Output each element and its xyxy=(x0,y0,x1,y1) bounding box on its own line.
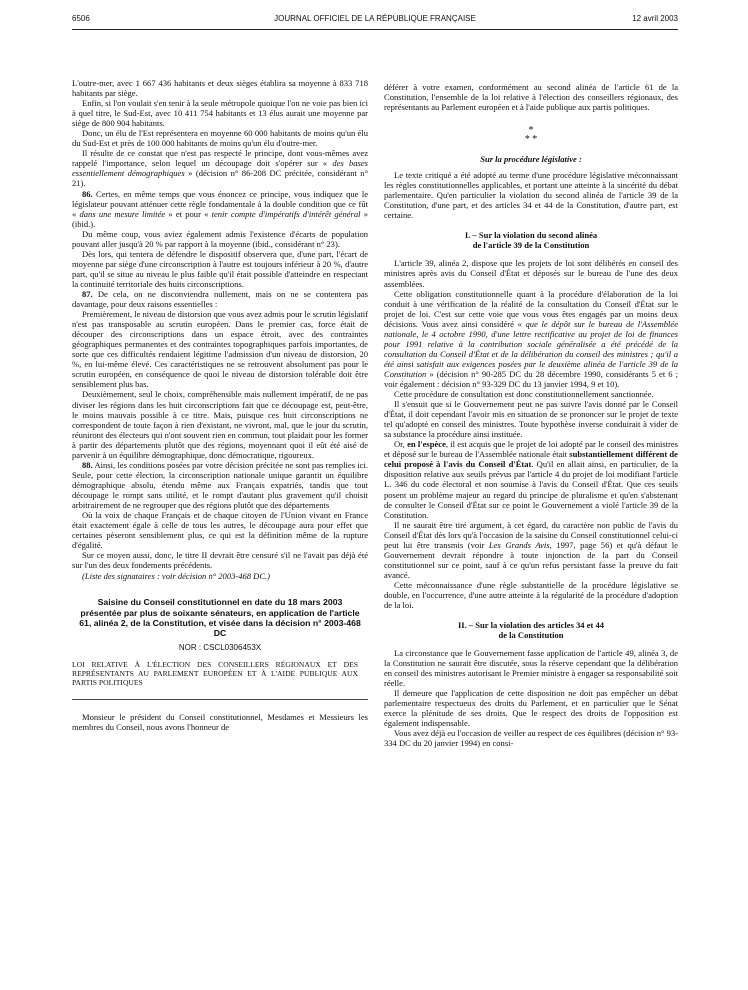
quotation: dans une mesure limitée xyxy=(79,208,166,219)
section-heading-line: I. – Sur la violation du second alinéa xyxy=(464,230,598,241)
header-rule xyxy=(72,29,678,30)
journal-title: JOURNAL OFFICIEL DE LA RÉPUBLIQUE FRANÇAISE xyxy=(274,14,476,23)
law-title: LOI RELATIVE À L'ÉLECTION DES CONSEILLERS RÉGIONAUX ET DES REPRÉSENTANTS AU PARLEMENT EUROPÉEN ET À L'AIDE PUBLIQUE AUX PARTIS POLITIQUES xyxy=(72,659,358,688)
text-run: » (décision n° 86-208 DC précitée, considérant n° 21). xyxy=(72,168,369,189)
numbered-paragraph xyxy=(72,189,368,229)
page-header xyxy=(72,14,678,28)
paragraph: La circonstance que le Gouvernement fasse application de l'article 49, alinéa 3, de la Constitution ne saurait être discutée, sous la réserve cependant que la délibération en conseil des ministres autorisant le Premier ministre à engager sa responsabilité soit réelle. xyxy=(384,648,678,689)
paragraph: Deuxièmement, seul le choix, compréhensible mais nullement impératif, de ne pas diviser les régions dans les huit circonscriptions fait que ce découpage est, peut-être, le moins mauvais possible à ce titre. Mais, puisque ces huit circonscriptions ne correspondent de toute façon à rien d'existant, ne vivront, mal, que le jour du scrutin, réuniront des électeurs qui n'ont souvent rien en commun, tout plaidait pour les former à partir des départements plutôt que des régions, moyennant quoi il eût été aisé de parvenir à un équilibre démographique, donc démocratique, rigoureux. xyxy=(72,389,368,460)
section-divider xyxy=(72,699,368,700)
paragraph-number: 86. xyxy=(82,188,93,199)
right-column xyxy=(384,82,678,749)
text-run: . Qu'il en allait ainsi, en particulier, de la disposition relative aux seuils prévus par l'article 4 du projet de loi modifiant l'article L. 346 du code électoral et non soumise à l'avis du Conseil d'État. Que ces seuils posent un problème majeur au regard du principe de pluralisme et qu'en s'abstenant de consulter le Conseil d'État sur ce point le Gouvernement a violé l'article 39 de la Constitution. xyxy=(384,459,678,520)
left-column xyxy=(72,78,368,732)
paragraph-number: 87. xyxy=(82,288,93,299)
text-run: , 1997, page 56) et qu'à défaut le Gouvernement devrait répondre à toute injonction de la part du Conseil constitutionnel sur ce point, sauf à ce qu'un refus persistant fasse la preuve du fait avancé. xyxy=(384,539,678,580)
paragraph: L'article 39, alinéa 2, dispose que les projets de loi sont délibérés en conseil des ministres après avis du Conseil d'État et déposés sur le bureau de l'une des deux assemblées. xyxy=(384,258,678,289)
paragraph-number: 88. xyxy=(82,459,93,470)
saisine-heading: Saisine du Conseil constitutionnel en date du 18 mars 2003 présentée par plus de soixante sénateurs, en application de l'article 61, alinéa 2, de la Constitution, et visée dans la décision n° 2003-468 DC xyxy=(79,597,361,639)
numbered-paragraph xyxy=(72,289,368,309)
paragraph: déférer à votre examen, conformément au second alinéa de l'article 61 de la Constitution, l'ensemble de la loi relative à l'élection des conseillers régionaux, des représentants au Parlement européen et à l'aide publique aux partis politiques. xyxy=(384,82,678,113)
emphasis: en l'espèce xyxy=(407,439,446,450)
text-run: Cette obligation constitutionnelle quant à la procédure d'élaboration de la loi conduit à une vérification de la réalité de la consultation du Conseil d'État sur le projet de loi. C'est sur cette voie que vous vous êtes engagés par un moins deux décisions. Vous avez ainsi considéré « xyxy=(384,288,678,329)
section-heading-line: II. – Sur la violation des articles 34 et 44 xyxy=(457,620,605,631)
text-run: Il ne saurait être tiré argument, à cet égard, du caractère non public de l'avis du Conseil d'État dès lors qu'à l'occasion de la saisine du Conseil constitutionnel celui-ci peut lui être transmis (voir xyxy=(384,519,678,550)
paragraph: Cette méconnaissance d'une règle substantielle de la procédure législative se double, en l'occurrence, d'une autre atteinte à la régularité de la procédure d'adoption de la loi. xyxy=(384,579,678,611)
text-run: De cela, on ne disconviendra nullement, mais on ne se contentera pas davantage, pour deux raisons essentielles : xyxy=(72,288,369,310)
paragraph: Donc, un élu de l'Est représentera en moyenne 60 000 habitants de moins qu'un élu du Sud-Est et près de 100 000 habitants de moins qu'un élu d'outre-mer. xyxy=(72,128,368,149)
paragraph xyxy=(384,289,678,389)
section-heading-line: de l'article 39 de la Constitution xyxy=(472,240,590,251)
text-run: , il est acquis que le projet de loi adopté par le conseil des ministres et déposé sur le bureau de l'Assemblée nationale était xyxy=(384,439,679,460)
paragraph xyxy=(384,439,678,519)
paragraph: Où la voix de chaque Français et de chaque citoyen de l'Union vivant en France était exactement égale à celle de tous les autres, le découpage aura pour effet que certaines pèseront sensiblement plus, ce qui est la définition même de la rupture d'égalité. xyxy=(72,510,368,551)
text-run: Certes, en même temps que vous énoncez ce principe, vous indiquez que le législateur pouvant atténuer cette règle fondamentale à la double condition que ce fût « xyxy=(72,188,368,219)
paragraph: Il s'ensuit que si le Gouvernement peut ne pas suivre l'avis donné par le Conseil d'État, il doit cependant l'avoir mis en situation de se prononcer sur le projet de texte tel qu'adopté en conseil des ministres. Toute hypothèse inverse conduirait à vider de sa substance la procédure ainsi instituée. xyxy=(384,399,678,440)
paragraph xyxy=(72,148,368,188)
paragraph: Il demeure que l'application de cette disposition ne doit pas empêcher un débat parlementaire respectueux des droits du Parlement, et en particulier que le Sénat exerce la plénitude de ses droits. Que le respect des droits de l'opposition est également indispensable. xyxy=(384,688,678,729)
text-run: Or, xyxy=(394,439,405,450)
section-heading-line: de la Constitution xyxy=(498,630,564,641)
paragraph xyxy=(384,520,678,580)
section-stars: * * * xyxy=(524,125,538,146)
numbered-paragraph xyxy=(72,460,368,510)
paragraph: Sur ce moyen aussi, donc, le titre II devrait être censuré s'il ne l'avait pas déjà été sur l'un des deux fondements précédents. xyxy=(72,550,368,571)
text-run: Ainsi, les conditions posées par votre décision précitée ne sont pas remplies ici. Seule, pour cette élection, la circonscription nationale unique garantit un équilibre démographique absolu, étendu même aux Français expatriés, tandis que tout découpage le rompt sans utilité, et le rompt d'autant plus gravement qu'il choisit arbitrairement de ne regrouper que des régions plutôt que des départements xyxy=(72,459,368,510)
section-heading xyxy=(384,620,678,640)
paragraph: Enfin, si l'on voulait s'en tenir à la seule métropole quoique l'on ne voie pas bien ici à quel titre, le Sud-Est, avec 10 411 754 habitants et 13 élus aurait une moyenne par siège de 800 904 habitants. xyxy=(72,98,368,129)
paragraph: L'outre-mer, avec 1 667 436 habitants et deux sièges établira sa moyenne à 833 718 habitants par siège. xyxy=(72,78,368,99)
paragraph: Du même coup, vous aviez également admis l'existence d'écarts de population pouvant aller jusqu'à 20 % par rapport à la moyenne (ibid., considérant n° 23). xyxy=(72,228,368,249)
issue-date: 12 avril 2003 xyxy=(632,14,678,23)
section-heading xyxy=(384,230,678,250)
page-number: 6506 xyxy=(72,14,90,23)
text-run: » (décision n° 90-285 DC du 28 décembre 1990, considérants 5 et 6 ; voir également : décision n° 93-329 DC du 13 janvier 1994, 9 et 10). xyxy=(384,368,678,389)
text-run: Il résulte de ce constat que n'est pas respecté le principe, dont vous-mêmes avez rappelé l'importance, selon lequel un découpage doit s'opérer sur « xyxy=(72,148,368,169)
quotation: que le dépôt sur le bureau de l'Assemblée nationale, le 4 octobre 1990, d'une lettre rectificative au projet de loi de finances pour 1991 relative à la contribution sociale généralisée a été précédé de la consultation du Conseil d'État et de la délibération du conseil des ministres ; qu'il a été ainsi satisfait aux exigences posées par le deuxième alinéa de l'article 39 de la Constitution xyxy=(384,318,678,379)
signatories-note: (Liste des signataires : voir décision n° 2003-468 DC.) xyxy=(82,571,271,582)
text-run: » et pour « xyxy=(168,208,209,219)
paragraph: Premièrement, le niveau de distorsion que vous avez admis pour le scrutin législatif n'est pas transposable au scrutin européen. Dans le premier cas, force était de découper des circonscriptions dans un espace étroit, avec des contraintes géographiques permanentes et des contraintes topographiques parfois importantes, de sorte que ces difficultés rendaient légitime l'admission d'un niveau de distorsion, 20 %, en lui-même élevé. Ces caractéristiques ne se retrouvent absolument pas pour le scrutin européen, en conséquence de quoi le niveau de distorsion tolérable doit être sensiblement plus bas. xyxy=(72,309,369,390)
quotation: des bases essentiellement démographiques xyxy=(72,158,368,179)
subsection-heading: Sur la procédure législative : xyxy=(480,154,582,165)
paragraph: Monsieur le président du Conseil constitutionnel, Mesdames et Messieurs les membres du Conseil, nous avons l'honneur de xyxy=(72,711,368,732)
nor-reference: NOR : CSCL0306453X xyxy=(178,642,262,652)
paragraph: Vous avez déjà eu l'occasion de veiller au respect de ces équilibres (décision n° 93-334 DC du 20 janvier 1994) en consi- xyxy=(384,728,678,749)
quotation: tenir compte d'impératifs d'intérêt général xyxy=(211,208,361,219)
paragraph: Le texte critiqué a été adopté au terme d'une procédure législative méconnaissant les règles constitutionnelles applicables, et portant une atteinte à la sincérité du débat parlementaire. Qu'en particulier la violation du second alinéa de l'article 39 de la Constitution, d'une part, et des articles 34 et 44 de la Constitution, d'autre part, est certaine. xyxy=(384,170,678,221)
emphasis: substantiellement différent de celui proposé à l'avis du Conseil d'État xyxy=(384,449,678,470)
paragraph: Dès lors, qui tentera de défendre le dispositif observera que, d'une part, l'écart de moyenne par siège d'une circonscription à l'autre est toujours inférieur à 20 %, d'autre part, qu'il se situe au niveau le plus faible qu'il était possible d'atteindre en respectant la continuité territoriale des huits circonscriptions. xyxy=(72,248,368,289)
text-run: » (ibid.). xyxy=(72,208,368,229)
paragraph: Cette procédure de consultation est donc constitutionnellement sanctionnée. xyxy=(394,389,654,400)
quotation: Les Grands Avis xyxy=(488,539,550,550)
